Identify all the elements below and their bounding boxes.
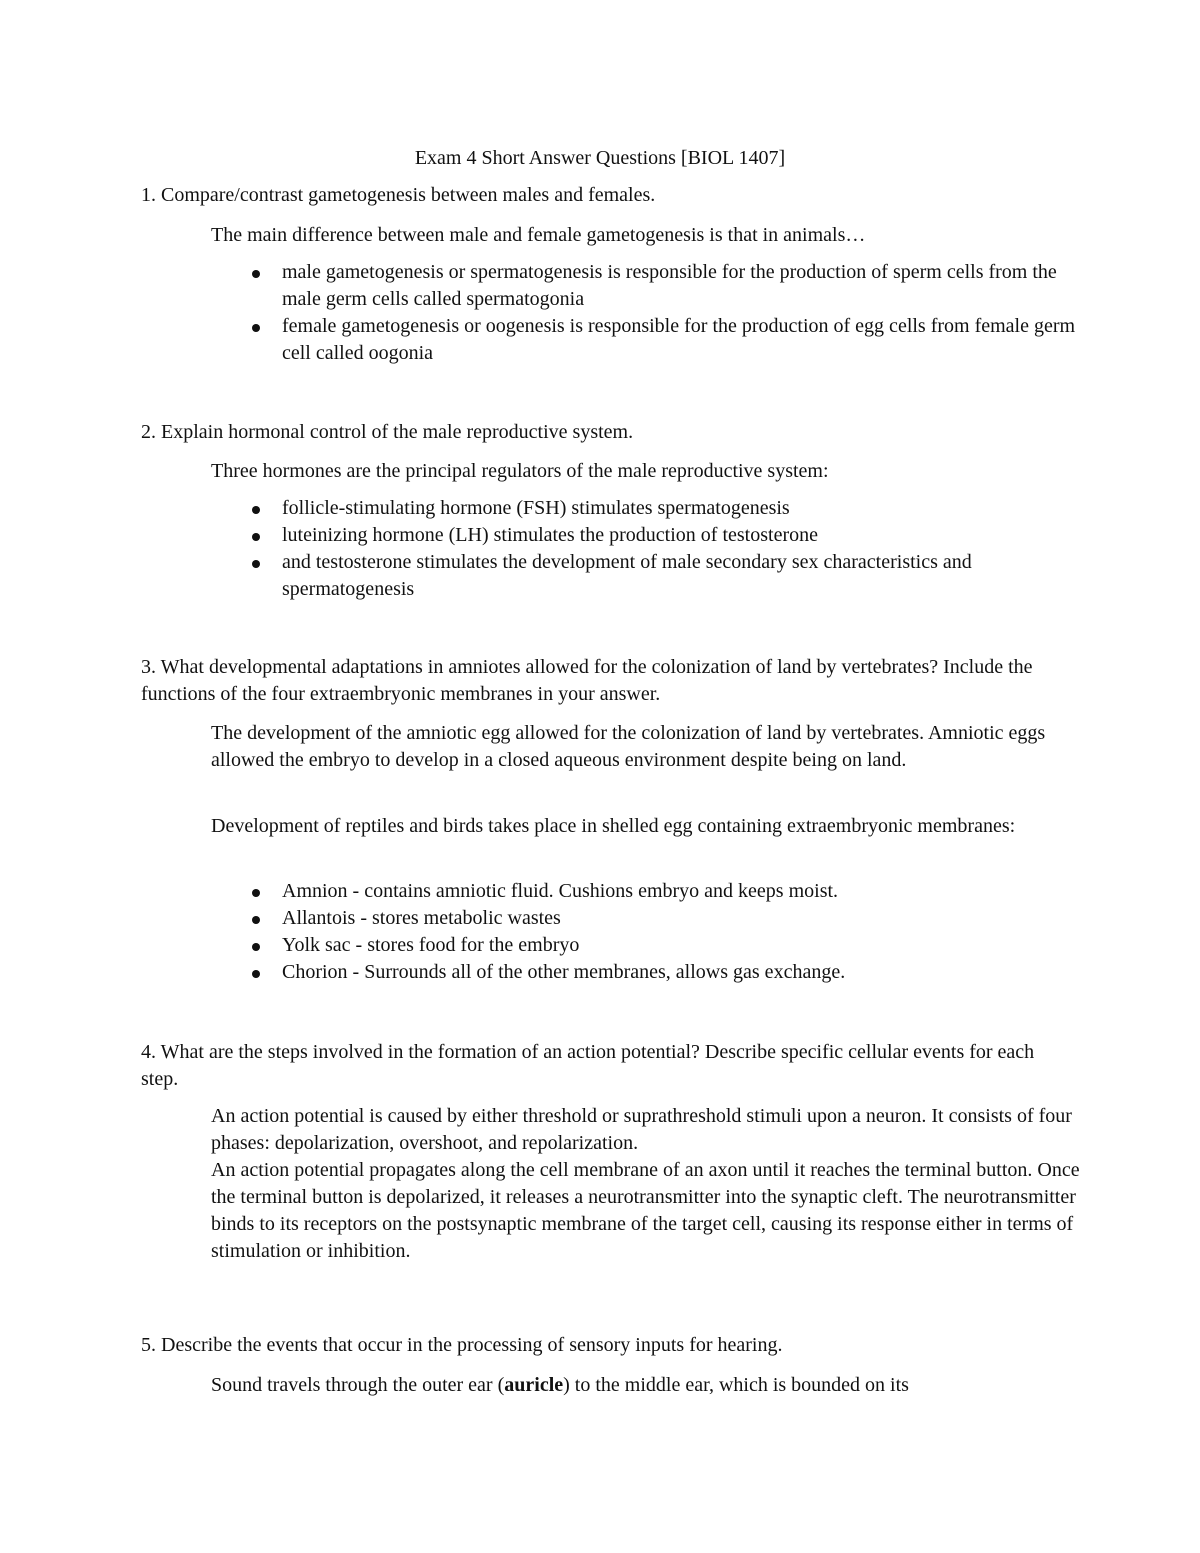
question-4: 4. What are the steps involved in the formation of an action potential? Describe specific cellular events for each step.: [141, 1041, 1035, 1090]
bold-term: auricle: [504, 1374, 564, 1396]
q3-paragraph-1: The development of the amniotic egg allowed for the colonization of land by vertebrates. Amniotic eggs allowed the embryo to develop in a closed aqueous environment despite being on land.: [211, 722, 1046, 771]
bullet-icon: [252, 560, 260, 568]
list-item: Amnion - contains amniotic fluid. Cushions embryo and keeps moist.: [244, 878, 1084, 905]
bullet-icon: [252, 270, 260, 278]
q2-intro: Three hormones are the principal regulators of the male reproductive system:: [211, 460, 829, 482]
q3-bullet-list: [244, 878, 1084, 986]
question-3: 3. What developmental adaptations in amniotes allowed for the colonization of land by vertebrates? Include the functions of the four extraembryonic membranes in your answer.: [141, 656, 1033, 705]
question-2: 2. Explain hormonal control of the male reproductive system.: [141, 421, 634, 443]
q1-bullet-list: [244, 259, 1084, 367]
q1-intro: The main difference between male and female gametogenesis is that in animals…: [211, 224, 866, 246]
bullet-icon: [252, 943, 260, 951]
q4-paragraph-2: An action potential propagates along the cell membrane of an axon until it reaches the terminal button. Once the terminal button is depolarized, it releases a neurotransmitter into the synaptic cleft. The neurotransmitter binds to its receptors on the postsynaptic membrane of the target cell, causing its response either in terms of stimulation or inhibition.: [211, 1159, 1080, 1262]
list-item: luteinizing hormone (LH) stimulates the production of testosterone: [244, 522, 1084, 549]
bullet-icon: [252, 533, 260, 541]
q4-paragraph-1: An action potential is caused by either threshold or suprathreshold stimuli upon a neuron. It consists of four phases: depolarization, overshoot, and repolarization.: [211, 1105, 1072, 1154]
question-1: 1. Compare/contrast gametogenesis between males and females.: [141, 184, 656, 206]
list-item: male gametogenesis or spermatogenesis is responsible for the production of sperm cells from the male germ cells called spermatogonia: [244, 259, 1084, 313]
bullet-icon: [252, 324, 260, 332]
question-5: 5. Describe the events that occur in the processing of sensory inputs for hearing.: [141, 1334, 783, 1356]
list-item: Chorion - Surrounds all of the other membranes, allows gas exchange.: [244, 959, 1084, 986]
bullet-icon: [252, 970, 260, 978]
bullet-icon: [252, 916, 260, 924]
list-item: Allantois - stores metabolic wastes: [244, 905, 1084, 932]
list-item: and testosterone stimulates the development of male secondary sex characteristics and spermatogenesis: [244, 549, 1084, 603]
list-item: Yolk sac - stores food for the embryo: [244, 932, 1084, 959]
page-title: Exam 4 Short Answer Questions [BIOL 1407]: [414, 147, 786, 169]
bullet-icon: [252, 506, 260, 514]
q2-bullet-list: [244, 495, 1084, 603]
q3-paragraph-2: Development of reptiles and birds takes place in shelled egg containing extraembryonic membranes:: [211, 815, 1016, 837]
q5-answer: Sound travels through the outer ear (auricle) to the middle ear, which is bounded on its: [211, 1374, 909, 1396]
list-item: follicle-stimulating hormone (FSH) stimulates spermatogenesis: [244, 495, 1084, 522]
bullet-icon: [252, 889, 260, 897]
list-item: female gametogenesis or oogenesis is responsible for the production of egg cells from female germ cell called oogonia: [244, 313, 1084, 367]
